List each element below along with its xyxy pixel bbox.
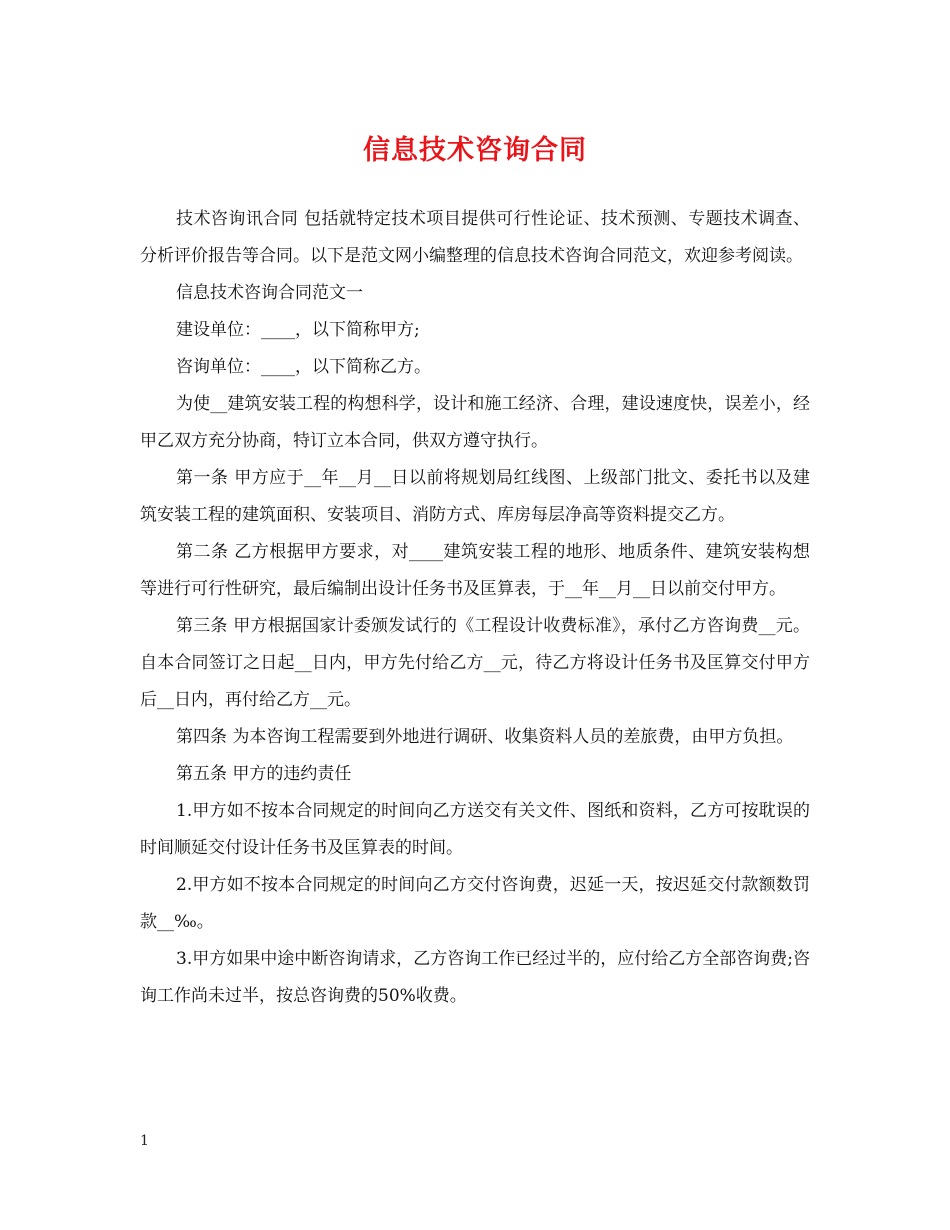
- paragraph: 咨询单位：____，以下简称乙方。: [176, 357, 431, 377]
- paragraph: 信息技术咨询合同范文一: [176, 283, 363, 303]
- paragraph: 1.甲方如不按本合同规定的时间向乙方送交有关文件、图纸和资料，乙方可按耽误的时间顺延交付设计任务书及匡算表的时间。: [140, 801, 810, 858]
- paragraph: 第二条 乙方根据甲方要求，对____建筑安装工程的地形、地质条件、建筑安装构想等进行可行性研究，最后编制出设计任务书及匡算表，于__年__月__日以前交付甲方。: [140, 542, 810, 599]
- paragraph: 3.甲方如果中途中断咨询请求，乙方咨询工作已经过半的，应付给乙方全部咨询费;咨询工作尚未过半，按总咨询费的50%收费。: [140, 949, 810, 1006]
- paragraph: 第三条 甲方根据国家计委颁发试行的《工程设计收费标准》，承付乙方咨询费__元。自本合同签订之日起__日内，甲方先付给乙方__元，待乙方将设计任务书及匡算交付甲方后__日内，再付给乙方__元。: [140, 616, 810, 710]
- paragraph: 第一条 甲方应于__年__月__日以前将规划局红线图、上级部门批文、委托书以及建筑安装工程的建筑面积、安装项目、消防方式、库房每层净高等资料提交乙方。: [140, 468, 810, 525]
- paragraph: 技术咨询讯合同 包括就特定技术项目提供可行性论证、技术预测、专题技术调查、分析评价报告等合同。以下是范文网小编整理的信息技术咨询合同范文，欢迎参考阅读。: [140, 209, 810, 266]
- paragraph: 第四条 为本咨询工程需要到外地进行调研、收集资料人员的差旅费，由甲方负担。: [176, 727, 794, 747]
- document-body: [140, 201, 810, 1015]
- paragraph: 2.甲方如不按本合同规定的时间向乙方交付咨询费，迟延一天，按迟延交付款额数罚款__‰。: [140, 875, 810, 932]
- paragraph: 第五条 甲方的违约责任: [176, 764, 352, 784]
- document-title: 信息技术咨询合同: [363, 135, 587, 166]
- page-number: 1: [140, 1133, 149, 1149]
- paragraph: 为使__建筑安装工程的构想科学，设计和施工经济、合理，建设速度快，误差小，经甲乙双方充分协商，特订立本合同，供双方遵守执行。: [140, 394, 810, 451]
- paragraph: 建设单位：____，以下简称甲方;: [176, 320, 420, 340]
